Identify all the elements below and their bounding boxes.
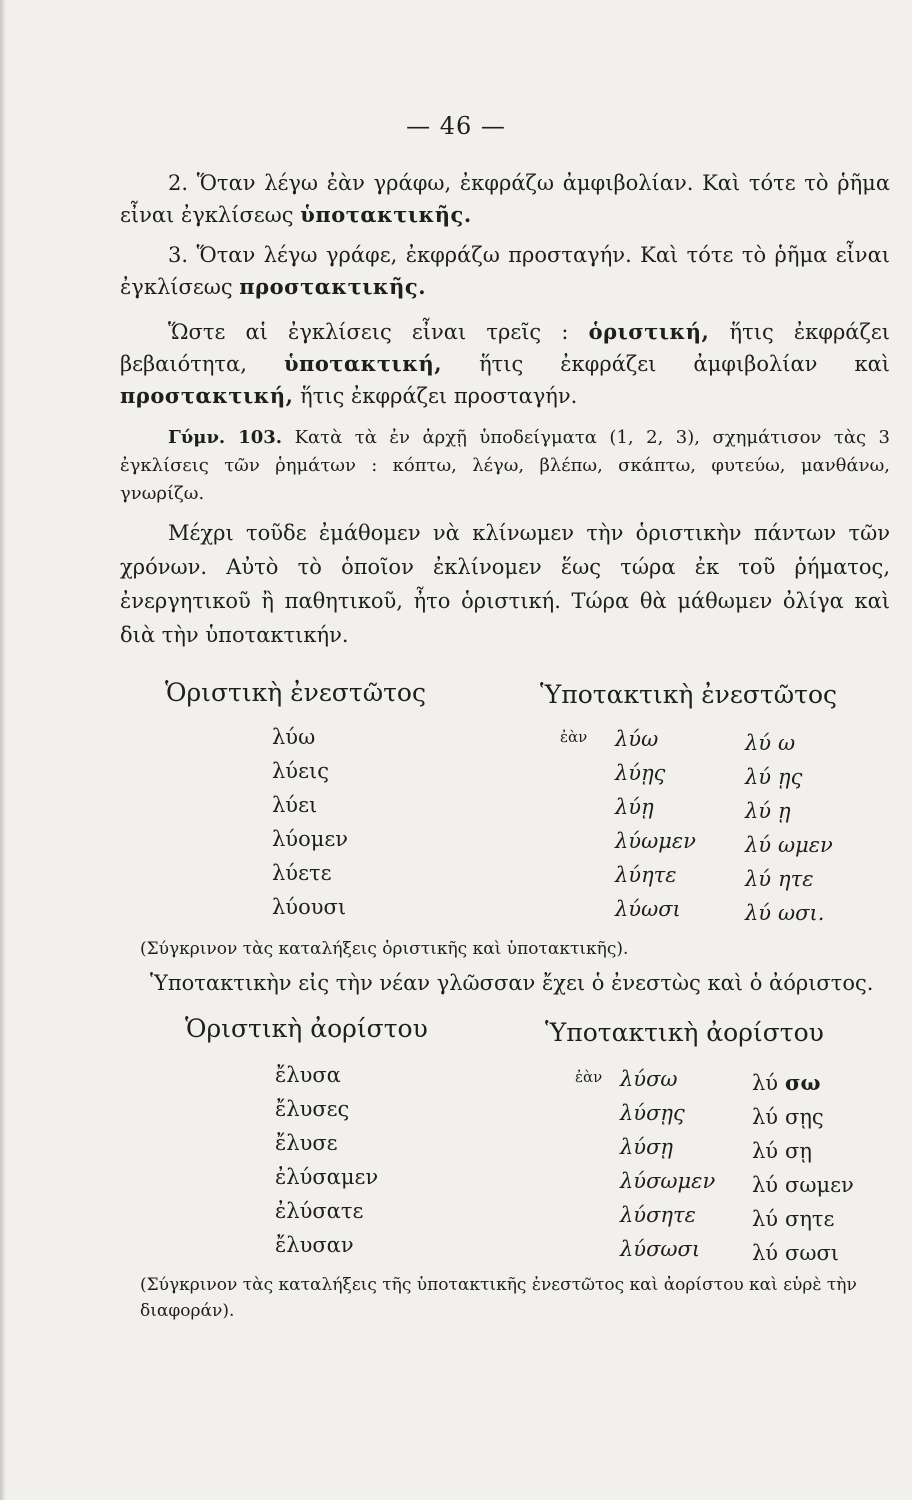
present-ean-label: ἐὰν (560, 728, 588, 746)
present-ending: ω (778, 731, 796, 755)
present-stem: λύ (745, 765, 772, 789)
aorist-indicative-form: ἐλύσαμεν (275, 1165, 379, 1189)
aorist-stem: λύ (752, 1241, 779, 1265)
present-subjunctive-form: λύῃ (615, 795, 654, 819)
aorist-indicative-title: Ὁριστικὴ ἀορίστου (185, 1014, 428, 1043)
present-subjunctive-title: Ὑποτακτικὴ ἐνεστῶτος (540, 680, 837, 709)
present-indicative-title: Ὁριστικὴ ἐνεστῶτος (165, 678, 426, 707)
present-stem: λύ (745, 731, 772, 755)
paragraph-3-text: 3. Ὅταν λέγω γράφε, ἐκφράζω προσταγήν. Καὶ τότε τὸ ῥῆμα εἶναι ἐγκλίσεως (120, 243, 890, 299)
aorist-subjunctive-form: λύσωσι (620, 1237, 701, 1261)
aorist-ending: σῃς (785, 1105, 824, 1129)
aorist-indicative-form: ἐλύσατε (275, 1199, 364, 1223)
aorist-ending: σωσι (785, 1241, 840, 1265)
summary-text-4: ἥτις ἐκφράζει προσταγήν. (300, 384, 578, 408)
aorist-subjunctive-column (620, 1062, 715, 1266)
summary-bold-1: ὁριστική, (588, 319, 710, 344)
summary-bold-2: ὑποτακτική, (283, 351, 443, 376)
summary-text-1: Ὥστε αἱ ἐγκλίσεις εἶναι τρεῖς : (168, 320, 569, 344)
present-indicative-column (272, 720, 348, 924)
present-subjunctive-form: λύωσι (615, 897, 681, 921)
exercise-text: Κατὰ τὰ ἐν ἀρχῇ ὑποδείγματα (1, 2, 3), σχημάτισον τὰς 3 ἐγκλίσεις τῶν ῥημάτων : κόπτω, λέγω, βλέπω, σκάπτω, φυτεύω, μανθάνω, γνωρίζω. (120, 427, 890, 504)
aorist-subjunctive-form: λύσῃ (620, 1135, 673, 1159)
aorist-stem: λύ (752, 1071, 779, 1095)
aorist-indicative-form: ἔλυσα (275, 1063, 341, 1087)
present-ending: ωμεν (778, 833, 833, 857)
present-indicative-form: λύω (272, 725, 316, 749)
present-stem: λύ (745, 799, 772, 823)
intro-paragraph: Μέχρι τοῦδε ἐμάθομεν νὰ κλίνωμεν τὴν ὁριστικὴν πάντων τῶν χρόνων. Αὐτὸ τὸ ὁποῖον ἐκλίνομεν ἕως τώρα ἐκ τοῦ ῥήματος, ἐνεργητικοῦ ἢ παθητικοῦ, ἦτο ὁριστική. Τώρα θὰ μάθωμεν ὀλίγα καὶ διὰ τὴν ὑποτακτικήν. (120, 521, 890, 647)
paragraph-2-bold: ὑποτακτικῆς. (300, 202, 472, 227)
present-ending-column (778, 726, 833, 930)
aorist-subjunctive-form: λύσω (620, 1067, 678, 1091)
summary-text-3: ἥτις ἐκφράζει ἀμφιβολίαν καὶ (479, 352, 891, 376)
aorist-stem-column (752, 1066, 778, 1270)
aorist-indicative-form: ἔλυσες (275, 1097, 350, 1121)
page-fold-shadow (0, 0, 6, 1500)
aorist-subjunctive-form: λύσωμεν (620, 1169, 716, 1193)
summary-bold-3: προστακτική, (120, 383, 294, 408)
paragraph-2 (120, 168, 890, 231)
present-subjunctive-form: λύῃς (615, 761, 666, 785)
present-ending: ῃς (778, 765, 803, 789)
aorist-stem: λύ (752, 1105, 779, 1129)
aorist-ending: σω (785, 1070, 821, 1095)
aorist-subjunctive-form: λύσητε (620, 1203, 696, 1227)
aorist-comparison-note: (Σύγκρινον τὰς καταλήξεις τῆς ὑποτακτικῆς ἐνεστῶτος καὶ ἀορίστου καὶ εὑρὲ τὴν διαφοράν). (140, 1275, 857, 1321)
aorist-subjunctive-form: λύσῃς (620, 1101, 685, 1125)
paragraph-3 (120, 240, 890, 303)
present-subjunctive-column (615, 722, 696, 926)
summary-text-2: ἥτις ἐκφράζει βεβαιότητα, (120, 320, 890, 376)
aorist-stem: λύ (752, 1173, 779, 1197)
present-ending: ητε (778, 867, 814, 891)
aorist-ean-label: ἐὰν (575, 1068, 603, 1086)
present-subjunctive-form: λύω (615, 727, 659, 751)
aorist-ending: σωμεν (785, 1173, 854, 1197)
present-indicative-form: λύομεν (272, 827, 349, 851)
aorist-indicative-form: ἔλυσαν (275, 1233, 354, 1257)
summary-paragraph (120, 316, 890, 412)
aorist-subjunctive-title: Ὑποτακτικὴ ἀορίστου (545, 1018, 824, 1047)
present-indicative-form: λύει (272, 793, 318, 817)
present-ending: ωσι. (778, 901, 825, 925)
present-indicative-form: λύουσι (272, 895, 347, 919)
aorist-stem: λύ (752, 1139, 779, 1163)
aorist-indicative-column (275, 1058, 378, 1262)
aorist-stem: λύ (752, 1207, 779, 1231)
new-language-paragraph: Ὑποτακτικὴν εἰς τὴν νέαν γλῶσσαν ἔχει ὁ ἐνεστὼς καὶ ὁ ἀόριστος. (150, 971, 874, 995)
present-stem: λύ (745, 901, 772, 925)
present-comparison-note: (Σύγκρινον τὰς καταλήξεις ὁριστικῆς καὶ ὑποτακτικῆς). (140, 939, 629, 959)
aorist-ending: σητε (785, 1207, 835, 1231)
paragraph-2-text: 2. Ὅταν λέγω ἐὰν γράφω, ἐκφράζω ἀμφιβολίαν. Καὶ τότε τὸ ῥῆμα εἶναι ἐγκλίσεως (120, 171, 890, 227)
page-number: — 46 — (406, 112, 506, 140)
present-indicative-form: λύεις (272, 759, 329, 783)
present-subjunctive-form: λύωμεν (615, 829, 696, 853)
paragraph-3-bold: προστακτικῆς. (239, 274, 427, 299)
present-indicative-form: λύετε (272, 861, 332, 885)
present-subjunctive-form: λύητε (615, 863, 677, 887)
present-stem: λύ (745, 833, 772, 857)
aorist-ending-column (785, 1066, 854, 1270)
present-stem-column (745, 726, 771, 930)
exercise-103 (120, 424, 890, 508)
aorist-ending: σῃ (785, 1139, 812, 1163)
aorist-indicative-form: ἔλυσε (275, 1131, 338, 1155)
present-ending: ῃ (778, 799, 791, 823)
exercise-label: Γύμν. 103. (168, 427, 283, 448)
present-stem: λύ (745, 867, 772, 891)
